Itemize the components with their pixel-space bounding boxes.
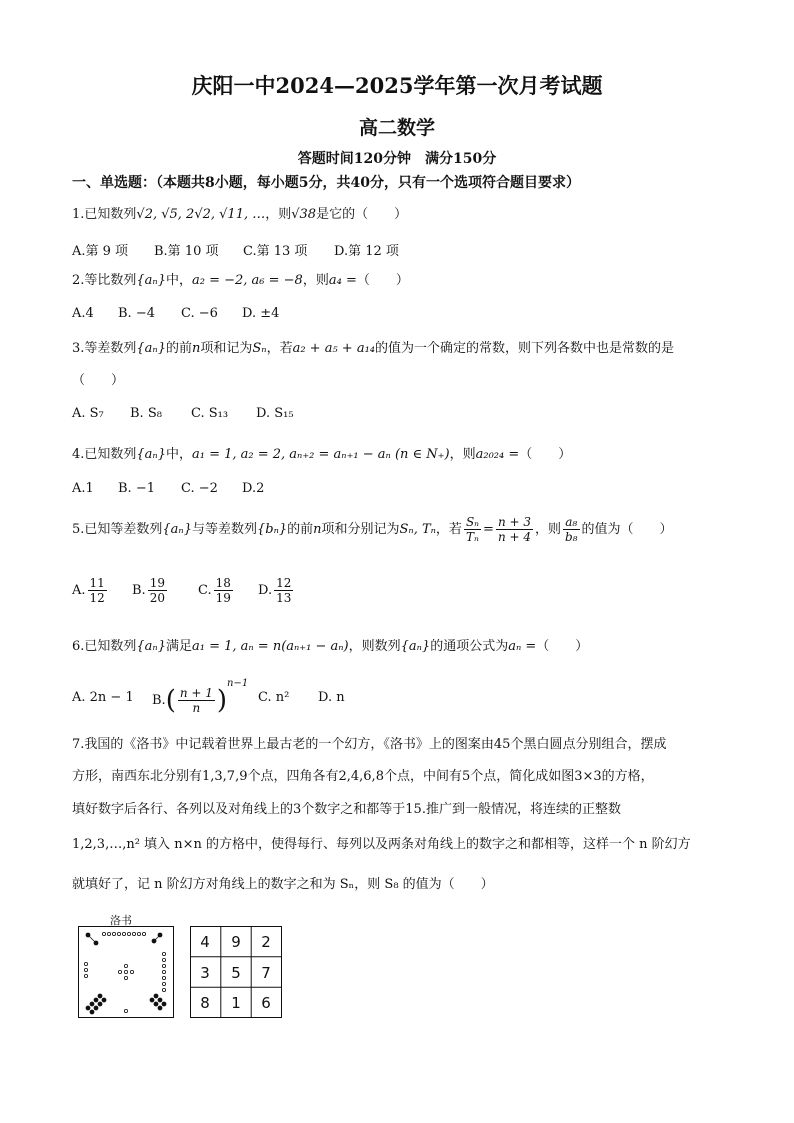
question-4: 4.已知数列{aₙ}中，a₁ = 1, a₂ = 2, aₙ₊₂ = aₙ₊₁ − aₙ (n ∈ N₊)，则a₂₀₂₄ =（ ）	[72, 447, 572, 462]
q6-option-d: D. n	[318, 690, 345, 705]
magic-cell: 7	[261, 964, 271, 982]
magic-cell: 5	[231, 964, 241, 982]
magic-cell: 6	[261, 994, 271, 1012]
q3-option-c: C. S₁₃	[191, 406, 229, 421]
question-2: 2.等比数列{aₙ}中，a₂ = −2, a₆ = −8，则a₄ =（ ）	[72, 273, 409, 288]
q2-option-b: B. −4	[118, 306, 155, 321]
fraction: $\frac{\text{a₈}}{\text{b₈}}$	[565, 515, 578, 544]
exam-title: 庆阳一中2024—2025学年第一次月考试题	[191, 73, 603, 98]
question-3: 3.等差数列{aₙ}的前n项和记为Sₙ，若a₂ + a₅ + a₁₄的值为一个确定的常数，则下列各数中也是常数的是	[72, 341, 675, 356]
q5-option-b: B. $\frac{19}{20}$	[132, 576, 165, 605]
subject-title: 高二数学	[358, 117, 435, 139]
magic-cell: 9	[231, 933, 241, 951]
question-5: 5.已知等差数列{aₙ}与等差数列{bₙ}的前n项和分别记为Sₙ, Tₙ，若 $\frac{\text{Sₙ}}{\text{Tₙ}}$ = $\frac{n + 3}{n + 4}$ ，则 $\frac{\text{a₈}}{\text{b₈}}$ 的值为（ ）	[72, 515, 673, 544]
magic-cell: 3	[200, 964, 210, 982]
q3-option-b: B. S₈	[130, 406, 162, 421]
q1-option-d: D.第 12 项	[334, 244, 399, 259]
q5-option-d: D. $\frac{12}{13}$	[258, 576, 292, 605]
q2-option-d: D. ±4	[242, 306, 280, 321]
q4-option-c: C. −2	[181, 481, 218, 496]
magic-cell: 1	[231, 994, 241, 1012]
magic-cell: 8	[200, 994, 210, 1012]
q4-option-b: B. −1	[118, 481, 155, 496]
q5-option-c: C. $\frac{18}{19}$	[198, 576, 231, 605]
q1-option-a: A.第 9 项	[72, 244, 129, 259]
math-expr: √38	[291, 207, 317, 222]
question-7-line-5: 就填好了，记 n 阶幻方对角线上的数字之和为 Sₙ，则 S₈ 的值为（ ）	[72, 877, 494, 892]
question-6: 6.已知数列{aₙ}满足a₁ = 1, aₙ = n(aₙ₊₁ − aₙ)，则数列{aₙ}的通项公式为aₙ =（ ）	[72, 639, 589, 654]
math-expr: √2, √5, 2√2, √11, …	[136, 207, 266, 222]
question-7-line-4: 1,2,3,…,n² 填入 n×n 的方格中，使得每行、每列以及两条对角线上的数字之和都相等，这样一个 n 阶幻方	[72, 837, 691, 852]
q6-option-a: A. 2n − 1	[72, 690, 134, 705]
q1-option-b: B.第 10 项	[154, 244, 219, 259]
question-7-line-3: 填好数字后各行、各列以及对角线上的3个数字之和都等于15.推广到一般情况，将连续的正整数	[72, 802, 621, 817]
q2-option-a: A.4	[72, 306, 94, 321]
fraction: $\frac{n + 3}{n + 4}$	[497, 515, 531, 544]
q3-option-d: D. S₁₅	[256, 406, 294, 421]
q4-option-d: D.2	[242, 481, 265, 496]
luoshu-label: 洛书	[110, 914, 132, 927]
q4-option-a: A.1	[72, 481, 94, 496]
fraction: $\frac{\text{Sₙ}}{\text{Tₙ}}$	[465, 515, 480, 544]
q3-option-a: A. S₇	[72, 406, 104, 421]
exam-info: 答题时间120分钟 满分150分	[297, 151, 497, 167]
question-7-line-1: 7.我国的《洛书》中记载着世界上最古老的一个幻方，《洛书》上的图案由45个黑白圆点分别组合，摆成	[72, 737, 667, 752]
q6-option-c: C. n²	[258, 690, 290, 705]
q5-option-a: A. $\frac{11}{12}$	[72, 576, 105, 605]
magic-square	[190, 926, 282, 1018]
q1-option-c: C.第 13 项	[243, 244, 308, 259]
q6-option-b: B.( $\frac{n + 1}{n}$ )$^{n-1}$	[152, 678, 249, 716]
question-3-cont: （ ）	[72, 373, 125, 388]
question-1: 1.已知数列√2, √5, 2√2, √11, …，则√38是它的（ ）	[72, 207, 408, 222]
q2-option-c: C. −6	[181, 306, 218, 321]
question-7-line-2: 方形，南西东北分别有1,3,7,9个点，四角各有2,4,6,8个点，中间有5个点，简化成如图3×3的方格，	[72, 769, 654, 784]
magic-cell: 2	[261, 933, 271, 951]
magic-cell: 4	[200, 933, 210, 951]
section-heading: 一、单选题：（本题共8小题，每小题5分，共40分，只有一个选项符合题目要求）	[72, 175, 580, 191]
luoshu-figure	[78, 926, 174, 1018]
